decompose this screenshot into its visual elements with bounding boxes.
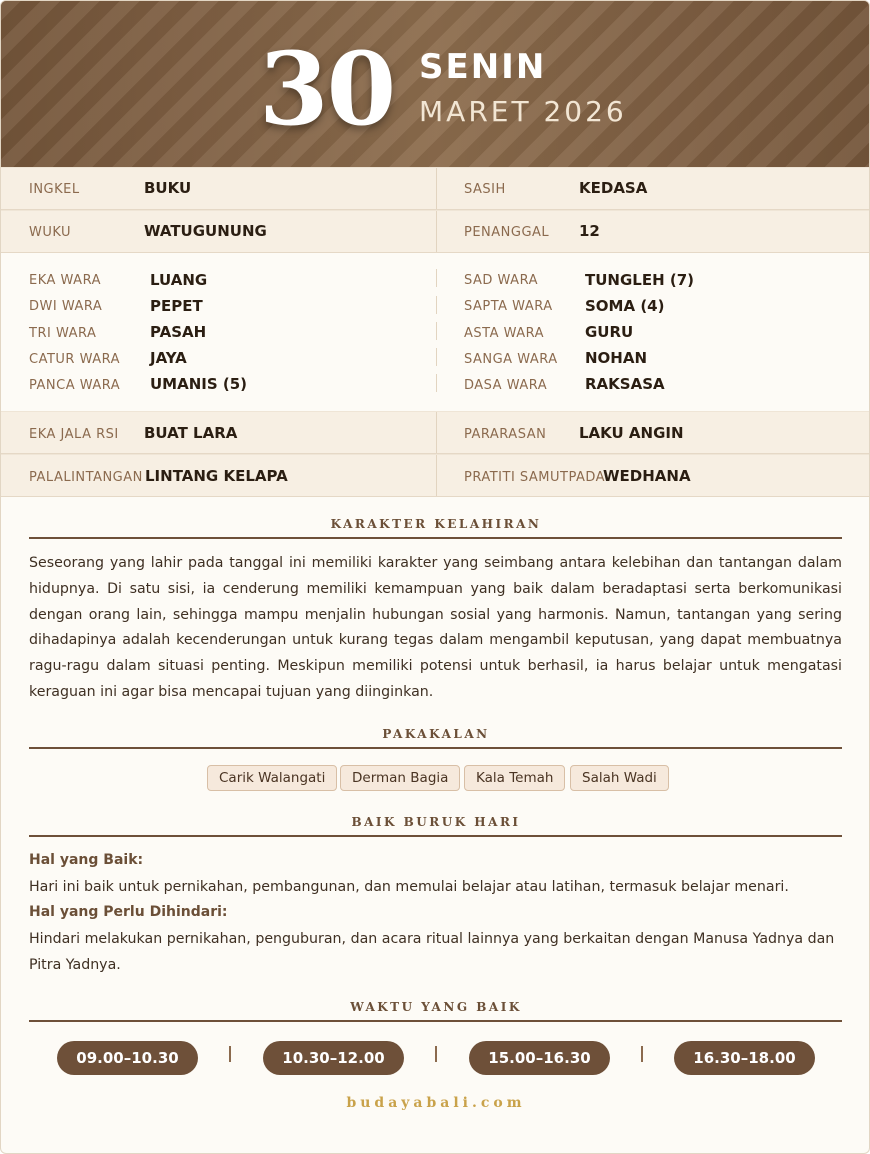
column-divider — [436, 412, 437, 453]
eka-wara-value: LUANG — [150, 271, 208, 289]
time-separator — [435, 1046, 437, 1062]
panca-wara-value: UMANIS (5) — [150, 375, 248, 393]
dwi-wara-label: DWI WARA — [29, 299, 103, 314]
pararasan-label: PARARASAN — [464, 427, 547, 442]
info-row-ingkel-sasih — [1, 167, 870, 210]
wara-grid — [1, 253, 870, 411]
section-divider — [29, 537, 842, 539]
avoid-heading: Hal yang Perlu Dihindari: — [29, 904, 228, 920]
sad-wara-value: TUNGLEH (7) — [585, 271, 695, 289]
penanggal-label: PENANGGAL — [464, 225, 550, 240]
wuku-value: WATUGUNUNG — [144, 222, 267, 240]
info-row-wuku-penanggal — [1, 210, 870, 253]
pakakalan-title: PAKAKALAN — [382, 727, 490, 741]
info-row-palalintangan-pratiti — [1, 454, 870, 497]
time-slot: 09.00–10.30 — [57, 1041, 198, 1075]
weekday-label: SENIN — [419, 47, 547, 87]
dwi-wara-value: PEPET — [150, 297, 203, 315]
sasih-value: KEDASA — [579, 179, 648, 197]
pratiti-samutpada-label: PRATITI SAMUTPADA — [464, 470, 606, 485]
eka-jala-rsi-value: BUAT LARA — [144, 424, 238, 442]
catur-wara-label: CATUR WARA — [29, 352, 121, 367]
column-divider — [436, 211, 437, 252]
column-divider — [436, 455, 437, 496]
penanggal-value: 12 — [579, 222, 600, 240]
baik-buruk-title: BAIK BURUK HARI — [351, 815, 521, 829]
eka-jala-rsi-label: EKA JALA RSI — [29, 427, 119, 442]
day-number: 30 — [259, 30, 395, 148]
asta-wara-label: ASTA WARA — [464, 326, 545, 341]
ingkel-value: BUKU — [144, 179, 192, 197]
pakakalan-tag: Derman Bagia — [340, 765, 460, 791]
footer-site-link[interactable]: budayabali.com — [346, 1095, 526, 1111]
sapta-wara-value: SOMA (4) — [585, 297, 665, 315]
time-slot: 15.00–16.30 — [469, 1041, 610, 1075]
column-divider — [436, 168, 437, 209]
pakakalan-tag: Kala Temah — [464, 765, 565, 791]
month-year-label: MARET 2026 — [419, 95, 627, 128]
ingkel-label: INGKEL — [29, 182, 80, 197]
palalintangan-label: PALALINTANGAN — [29, 470, 143, 485]
info-row-ekajala-pararasan — [1, 411, 870, 454]
sasih-label: SASIH — [464, 182, 506, 197]
palalintangan-value: LINTANG KELAPA — [145, 467, 288, 485]
time-slot: 16.30–18.00 — [674, 1041, 815, 1075]
time-separator — [641, 1046, 643, 1062]
sad-wara-label: SAD WARA — [464, 273, 538, 288]
column-divider — [436, 322, 437, 340]
section-divider — [29, 1020, 842, 1022]
dasa-wara-value: RAKSASA — [585, 375, 665, 393]
column-divider — [436, 269, 437, 287]
good-heading: Hal yang Baik: — [29, 852, 144, 868]
tri-wara-label: TRI WARA — [29, 326, 97, 341]
asta-wara-value: GURU — [585, 323, 634, 341]
pakakalan-tag: Carik Walangati — [207, 765, 337, 791]
sanga-wara-value: NOHAN — [585, 349, 648, 367]
karakter-text: Seseorang yang lahir pada tanggal ini memiliki karakter yang seimbang antara kelebihan dan tantangan dalam hidupnya. Di satu sisi, ia cenderung memiliki kemampuan yang baik dalam beradaptasi serta berkomunikasi dengan orang lain, sehingga mampu menjalin hubungan sosial yang harmonis. Namun, tantangan yang sering dihadapinya adalah kecenderungan untuk kurang tegas dalam mengambil keputusan, yang dapat membuatnya ragu-ragu dalam situasi penting. Meskipun memiliki potensi untuk berhasil, ia harus belajar untuk mengatasi keraguan ini agar bisa mencapai tujuan yang diinginkan. — [29, 555, 842, 700]
time-separator — [229, 1046, 231, 1062]
avoid-text: Hindari melakukan pernikahan, penguburan, dan acara ritual lainnya yang berkaitan dengan Manusa Yadnya dan Pitra Yadnya. — [29, 931, 835, 973]
wuku-label: WUKU — [29, 225, 72, 240]
tri-wara-value: PASAH — [150, 323, 207, 341]
sapta-wara-label: SAPTA WARA — [464, 299, 553, 314]
panca-wara-label: PANCA WARA — [29, 378, 121, 393]
eka-wara-label: EKA WARA — [29, 273, 101, 288]
sanga-wara-label: SANGA WARA — [464, 352, 558, 367]
pratiti-samutpada-value: WEDHANA — [603, 467, 691, 485]
column-divider — [436, 348, 437, 366]
column-divider — [436, 374, 437, 392]
good-text: Hari ini baik untuk pernikahan, pembangunan, dan memulai belajar atau latihan, termasuk belajar menari. — [29, 879, 789, 895]
time-slot: 10.30–12.00 — [263, 1041, 404, 1075]
section-divider — [29, 747, 842, 749]
karakter-title: KARAKTER KELAHIRAN — [330, 517, 542, 531]
pakakalan-tag: Salah Wadi — [570, 765, 669, 791]
section-divider — [29, 835, 842, 837]
pararasan-value: LAKU ANGIN — [579, 424, 684, 442]
dasa-wara-label: DASA WARA — [464, 378, 548, 393]
catur-wara-value: JAYA — [150, 349, 187, 367]
column-divider — [436, 296, 437, 314]
waktu-title: WAKTU YANG BAIK — [350, 1000, 522, 1014]
date-header — [1, 1, 870, 167]
